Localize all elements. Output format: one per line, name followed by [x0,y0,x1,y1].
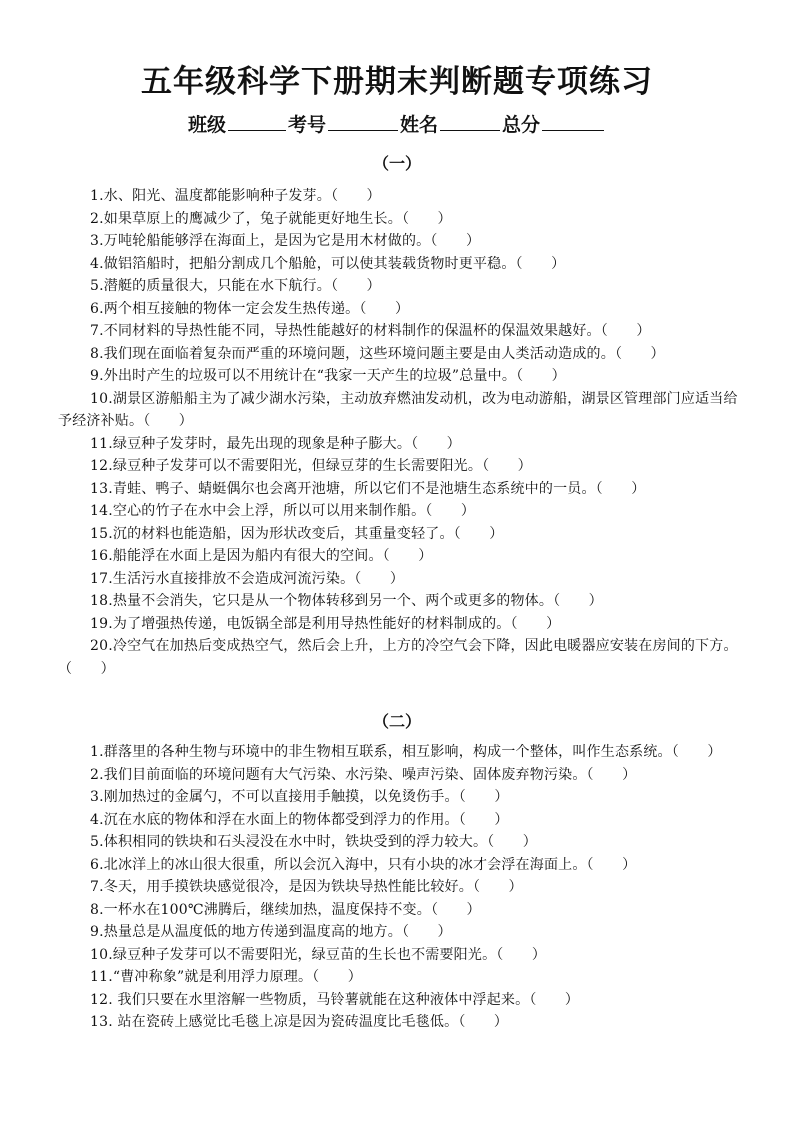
question-item: 6.北冰洋上的冰山很大很重，所以会沉入海中，只有小块的冰才会浮在海面上。（ ） [90,856,637,873]
name-label: 姓名 [400,114,439,136]
question-item: 1.水、阳光、温度都能影响种子发芽。（ ） [90,188,381,204]
section-1-heading: （一） [372,154,421,173]
question-item: 7.不同材料的导热性能不同，导热性能越好的材料制作的保温杯的保温效果越好。（ ） [90,323,651,339]
question-item: 4.做铝箔船时，把船分割成几个船舱，可以使其装载货物时更平稳。（ ） [90,255,566,272]
student-info-line [0,110,794,140]
question-item: 8.一杯水在100℃沸腾后，继续加热，温度保持不变。（ ） [90,901,481,918]
section-1-items [58,185,748,680]
question-item: 5.潜艇的质量很大，只能在水下航行。（ ） [90,278,381,294]
class-label: 班级 [187,114,226,136]
section-2-items [58,741,748,1034]
class-blank [228,110,286,131]
question-item: 12.绿豆种子发芽可以不需要阳光，但绿豆芽的生长需要阳光。（ ） [90,458,532,474]
question-item: 12. 我们只要在水里溶解一些物质，马铃薯就能在这种液体中浮起来。（ ） [90,991,580,1008]
question-item: 6.两个相互接触的物体一定会发生热传递。（ ） [90,300,410,317]
question-item: 17.生活污水直接排放不会造成河流污染。（ ） [90,570,405,587]
question-item: 11.绿豆种子发芽时，最先出现的现象是种子膨大。（ ） [90,435,461,452]
question-item: 18.热量不会消失，它只是从一个物体转移到另一个、两个或更多的物体。（ ） [90,593,603,609]
question-item: 14.空心的竹子在水中会上浮，所以可以用来制作船。（ ） [90,503,476,519]
question-item: 5.体积相同的铁块和石头浸没在水中时，铁块受到的浮力较大。（ ） [90,834,537,850]
question-item: 19.为了增强热传递，电饭锅全部是利用导热性能好的材料制成的。（ ） [90,615,561,632]
question-item: 3.刚加热过的金属勺，不可以直接用手触摸，以免烫伤手。（ ） [90,789,509,805]
question-item: 9.热量总是从温度低的地方传递到温度高的地方。（ ） [90,924,452,940]
question-item: 15.沉的材料也能造船，因为形状改变后，其重量变轻了。（ ） [90,525,504,542]
score-blank [542,110,604,131]
question-item: 13. 站在瓷砖上感觉比毛毯上凉是因为瓷砖温度比毛毯低。（ ） [90,1014,509,1030]
question-item: 7.冬天，用手摸铁块感觉很冷，是因为铁块导热性能比较好。（ ） [90,879,523,895]
question-item: 3.万吨轮船能够浮在海面上，是因为它是用木材做的。（ ） [90,233,481,249]
question-item: 10.湖景区游船船主为了减少湖水污染，主动放弃燃油发动机，改为电动游船，湖景区管理部门应适当给予经济补贴。（ ） [58,390,738,429]
question-item: 9.外出时产生的垃圾可以不用统计在“我家一天产生的垃圾”总量中。（ ） [90,368,566,384]
question-item: 16.船能浮在水面上是因为船内有很大的空间。（ ） [90,548,433,564]
question-item: 11.“曹冲称象”就是利用浮力原理。（ ） [90,969,362,985]
question-item: 1.群落里的各种生物与环境中的非生物相互联系，相互影响，构成一个整体，叫作生态系统。（ ） [90,744,722,760]
question-item: 13.青蛙、鸭子、蜻蜓偶尔也会离开池塘，所以它们不是池塘生态系统中的一员。（ ） [90,480,646,497]
exam-no-label: 考号 [287,114,326,136]
page-title: 五年级科学下册期末判断题专项练习 [141,64,653,100]
question-item: 10.绿豆种子发芽可以不需要阳光，绿豆苗的生长也不需要阳光。（ ） [90,946,547,963]
question-item: 8.我们现在面临着复杂而严重的环境问题，这些环境问题主要是由人类活动造成的。（ ） [90,345,665,362]
question-item: 2.如果草原上的鹰减少了，兔子就能更好地生长。（ ） [90,210,452,227]
question-item: 2.我们目前面临的环境问题有大气污染、水污染、噪声污染、固体废弃物污染。（ ） [90,766,637,783]
question-item: 4.沉在水底的物体和浮在水面上的物体都受到浮力的作用。（ ） [90,811,509,828]
question-item: 20.冷空气在加热后变成热空气，然后会上升，上方的冷空气会下降，因此电暖器应安装在房间的下方。（ ） [58,638,738,677]
name-blank [440,110,500,131]
exam-no-blank [328,110,398,131]
section-2-heading: （二） [372,712,421,731]
score-label: 总分 [502,114,541,136]
